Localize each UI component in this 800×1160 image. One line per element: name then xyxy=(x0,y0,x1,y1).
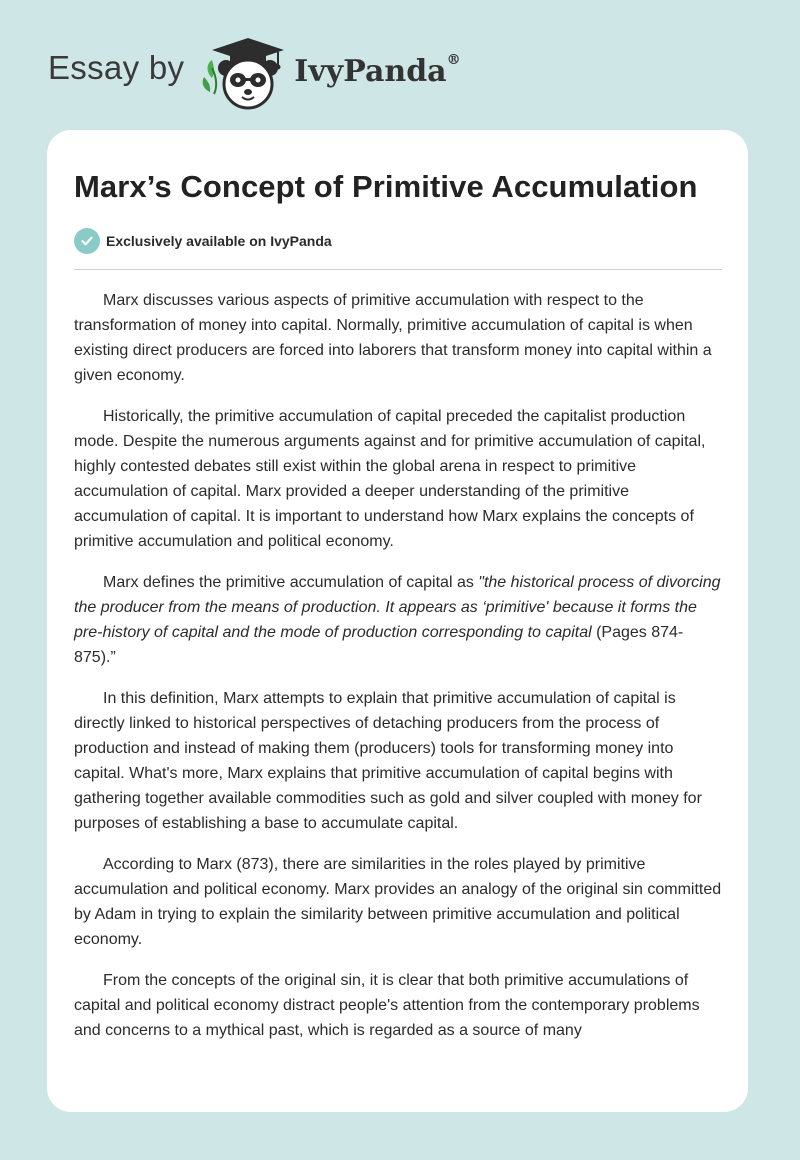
exclusive-badge xyxy=(74,227,722,255)
panda-logo-icon xyxy=(198,34,290,110)
paragraph: According to Marx (873), there are similarities in the roles played by primitive accumulation and political economy. Marx provides an analogy of the original sin committed by Adam in trying to explain the similarity between primitive accumulation and political economy. xyxy=(74,856,722,948)
paragraph-with-quote: Marx defines the primitive accumulation of capital as "the historical process of divorcing the producer from the means of production. It appears as ‘primitive' because it forms the pre-history of capital and the mode of production corresponding to capital (Pages 874-875).” xyxy=(74,574,721,666)
paragraph: From the concepts of the original sin, it is clear that both primitive accumulations of capital and political economy distract people's attention from the contemporary problems and concerns to a mythical past, which is regarded as a source of many xyxy=(74,972,700,1039)
paragraph: In this definition, Marx attempts to explain that primitive accumulation of capital is directly linked to historical perspectives of detaching producers from the process of production and instead of making them (producers) tools for transforming money into capital. What's more, Marx explains that primitive accumulation of capital begins with gathering together available commodities such as gold and silver coupled with money for purposes of establishing a base to accumulate capital. xyxy=(74,690,702,832)
checkmark-circle-icon xyxy=(74,228,100,254)
paragraph: Marx discusses various aspects of primitive accumulation with respect to the transformation of money into capital. Normally, primitive accumulation of capital is when existing direct producers are forced into laborers that transform money into capital within a given economy. xyxy=(74,292,712,384)
essay-title: Marx’s Concept of Primitive Accumulation xyxy=(74,169,698,204)
essay-body xyxy=(74,288,722,1043)
exclusive-badge-label: Exclusively available on IvyPanda xyxy=(106,233,332,249)
essay-card xyxy=(47,130,748,1112)
paragraph: Historically, the primitive accumulation of capital preceded the capitalist production mode. Despite the numerous arguments against and for primitive accumulation of capital, highly contested debates still exist within the global arena in respect to primitive accumulation of capital. Marx provided a deeper understanding of the primitive accumulation of capital. It is important to understand how Marx explains the concepts of primitive accumulation and political economy. xyxy=(74,408,706,550)
brand-prefix: Essay by xyxy=(48,49,185,86)
brand-name: IvyPanda® xyxy=(294,51,461,89)
quote-text: "the historical process of divorcing the producer from the means of production. It appears as ‘primitive' because it forms the pre-history of capital and the mode of production corresponding to capital xyxy=(74,574,721,641)
brand-header xyxy=(48,34,461,110)
title-divider xyxy=(74,269,722,270)
